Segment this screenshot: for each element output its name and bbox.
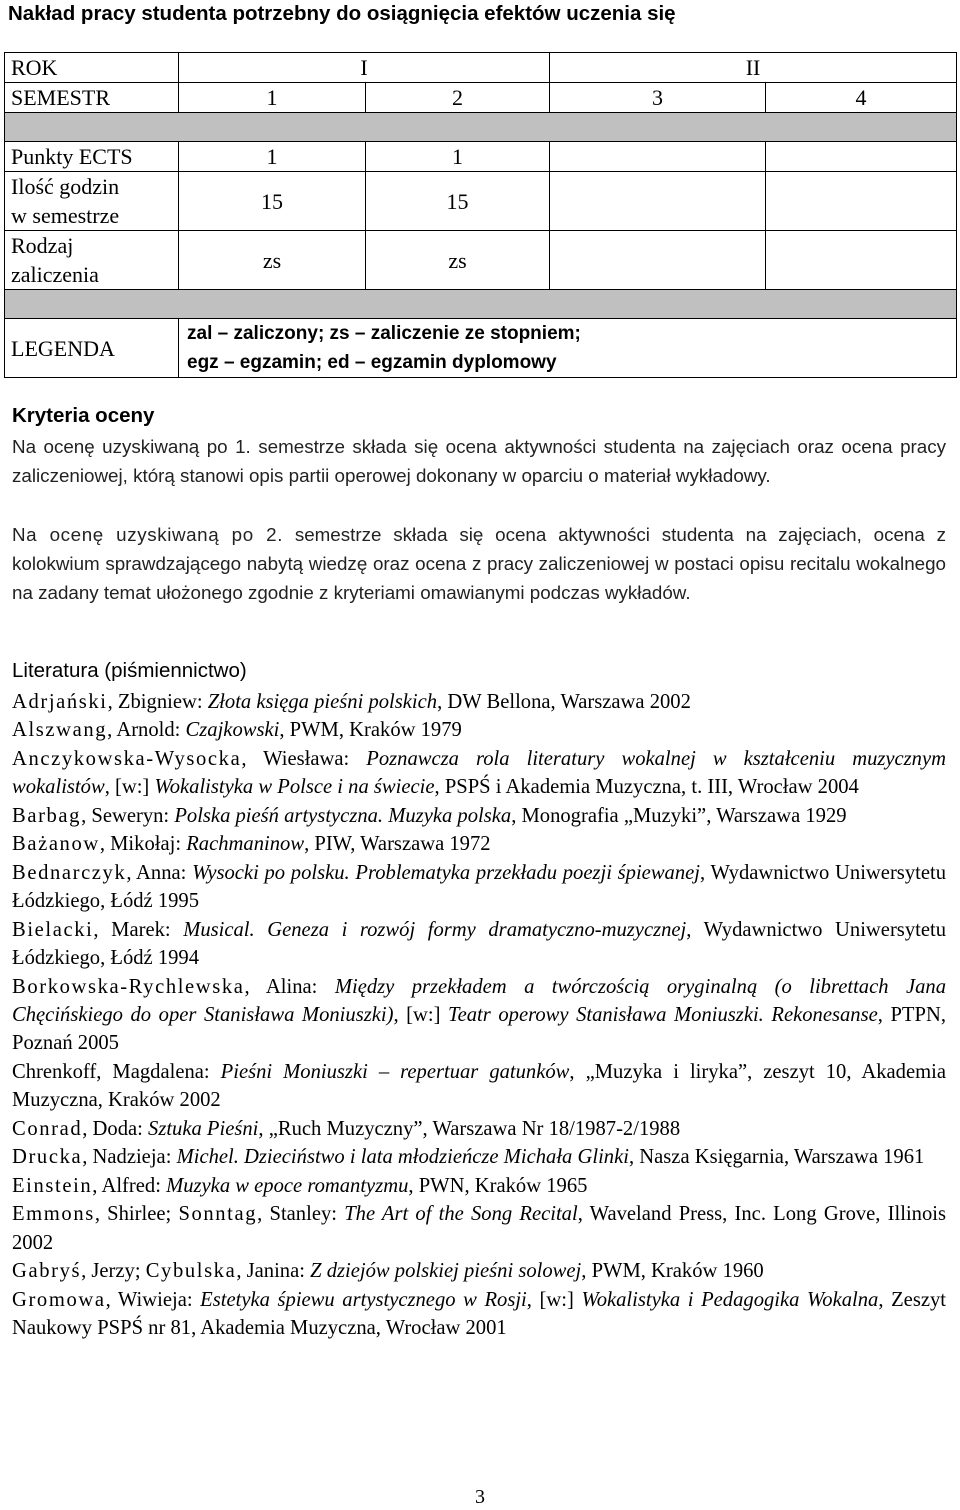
entry-text: , Shirlee;: [94, 1203, 179, 1226]
rok-label: ROK: [5, 53, 179, 83]
legend-label: LEGENDA: [5, 319, 179, 378]
page-heading: Nakład pracy studenta potrzebny do osiągnięcia efektów uczenia się: [8, 2, 676, 25]
semestr-label: SEMESTR: [5, 83, 179, 113]
hours-label: Ilość godzin w semestrze: [5, 172, 179, 231]
hours-2: 15: [366, 172, 550, 231]
type-label: Rodzaj zaliczenia: [5, 231, 179, 290]
row-hours: [5, 172, 957, 231]
bibliography-entry: [12, 1115, 946, 1143]
author-name: Gromowa: [12, 1288, 106, 1311]
bibliography-entry: [12, 1286, 946, 1343]
entry-text: , Doda:: [82, 1117, 149, 1140]
legend-text: zal – zaliczony; zs – zaliczenie ze stopniem; egz – egzamin; ed – egzamin dyplomowy: [179, 319, 957, 378]
work-title: Estetyka śpiewu artystycznego w Rosji: [200, 1288, 527, 1311]
work-title: Wokalistyka i Pedagogika Wokalna: [581, 1288, 879, 1311]
workload-table: [4, 52, 957, 378]
entry-text: , Alina:: [244, 975, 335, 998]
entry-text: , Mikołaj:: [99, 833, 187, 856]
work-title: Wokalistyka w Polsce i na świecie: [154, 776, 435, 799]
author-name: Einstein: [12, 1174, 93, 1197]
work-title: Michel. Dzieciństwo i lata młodzieńcze Michała Glinki: [176, 1146, 629, 1169]
work-title: Muzyka w epoce romantyzmu: [166, 1174, 409, 1197]
work-title: Musical. Geneza i rozwój formy dramatyczno-muzycznej: [183, 918, 687, 941]
bibliography-entry: [12, 1058, 946, 1115]
work-title: Sztuka Pieśni: [148, 1117, 259, 1140]
author-name: Bażanow: [12, 833, 100, 856]
type-1: zs: [179, 231, 366, 290]
bibliography-entry: [12, 916, 946, 973]
entry-text: , Anna:: [126, 861, 193, 884]
semestr-2: 2: [366, 83, 550, 113]
bibliography-entry: [12, 830, 946, 858]
row-ects: [5, 142, 957, 172]
entry-text: , PTPN, Poznań 2005: [12, 1003, 946, 1055]
entry-text: , Zbigniew:: [107, 691, 208, 713]
entry-text: , Zeszyt Naukowy PSPŚ nr 81, Akademia Muzyczna, Wrocław 2001: [12, 1288, 946, 1339]
hours-1: 15: [179, 172, 366, 231]
row-type: [5, 231, 957, 290]
work-title: Teatr operowy Stanisława Moniuszki. Rekonesanse: [448, 1003, 878, 1026]
work-title: Wysocki po polsku. Problematyka przekładu poezji śpiewanej: [192, 861, 701, 884]
row-semestr: [5, 83, 957, 113]
ects-label: Punkty ECTS: [5, 142, 179, 172]
semestr-3: 3: [550, 83, 766, 113]
bibliography-entry: [12, 1257, 946, 1285]
entry-text: , Nasza Księgarnia, Warszawa 1961: [628, 1146, 925, 1169]
entry-text: , PWN, Kraków 1965: [408, 1174, 588, 1197]
entry-text: , PWM, Kraków 1979: [279, 719, 462, 742]
bibliography-entry: [12, 1143, 946, 1171]
work-title: Między przekładem a twórczością oryginalną (o librettach Jana Chęcińskiego do oper Stanisława Moniuszki): [12, 975, 946, 1026]
entry-text: , Waveland Press, Inc. Long Grove, Illinois 2002: [12, 1203, 946, 1254]
author-name: Bielacki: [12, 918, 94, 941]
bibliography-entry: [12, 745, 946, 802]
author-name: Adrjański: [12, 691, 108, 713]
entry-text: , Marek:: [93, 918, 184, 941]
entry-text: Chrenkoff, Magdalena:: [12, 1060, 221, 1083]
bibliography-entry: [12, 802, 946, 830]
type-2: zs: [366, 231, 550, 290]
entry-text: , Wydawnictwo Uniwersytetu Łódzkiego, Łódź 1994: [12, 918, 946, 970]
entry-text: , „Ruch Muzyczny”, Warszawa Nr 18/1987-2/1988: [258, 1117, 681, 1140]
literature-title: Literatura (piśmiennictwo): [12, 659, 247, 682]
entry-text: , Alfred:: [92, 1174, 167, 1197]
criteria-paragraph-1: Na ocenę uzyskiwaną po 1. semestrze składa się ocena aktywności studenta na zajęciach oraz ocena pracy zaliczeniowej, którą stanowi opis partii operowej dokonany w oparciu o materiał wykładowy.: [12, 436, 946, 487]
work-title: Pieśni Moniuszki – repertuar gatunków: [220, 1060, 570, 1083]
bibliography-list: [12, 688, 946, 1342]
type-4: [766, 231, 957, 290]
author-name: Gabryś: [12, 1260, 82, 1283]
author-name: Cybulska: [145, 1260, 237, 1283]
ects-3: [550, 142, 766, 172]
hours-3: [550, 172, 766, 231]
entry-text: , Stanley:: [257, 1203, 345, 1226]
separator-row: [5, 290, 957, 319]
semestr-1: 1: [179, 83, 366, 113]
bibliography-entry: [12, 859, 946, 916]
row-rok: [5, 53, 957, 83]
author-name: Sonntag: [178, 1203, 258, 1226]
work-title: The Art of the Song Recital: [344, 1203, 578, 1226]
criteria-title: Kryteria oceny: [12, 404, 155, 427]
author-name: Barbag: [12, 804, 82, 827]
entry-text: , Monografia „Muzyki”, Warszawa 1929: [511, 804, 847, 827]
bibliography-entry: [12, 716, 946, 744]
bibliography-entry: [12, 688, 946, 716]
page-number: 3: [475, 1486, 485, 1508]
entry-text: , Seweryn:: [81, 804, 175, 827]
work-title: Czajkowski: [185, 719, 280, 742]
ects-4: [766, 142, 957, 172]
entry-text: , „Muzyka i liryka”, zeszyt 10, Akademia Muzyczna, Kraków 2002: [12, 1060, 946, 1112]
ects-2: 1: [366, 142, 550, 172]
entry-text: , PSPŚ i Akademia Muzyczna, t. III, Wrocław 2004: [434, 776, 859, 799]
rok-1: I: [179, 53, 550, 83]
author-name: Borkowska-Rychlewska: [12, 975, 245, 998]
work-title: Poznawcza rola literatury wokalnej w kształceniu muzycznym wokalistów: [12, 747, 946, 799]
entry-text: , Wydawnictwo Uniwersytetu Łódzkiego, Łódź 1995: [12, 861, 946, 913]
separator-row: [5, 113, 957, 142]
entry-text: , [w:]: [526, 1288, 582, 1311]
criteria-paragraph-2: Na ocenę uzyskiwaną po 2. semestrze składa się ocena aktywności studenta na zajęciach, ocena z kolokwium sprawdzającego nabytą wiedzę oraz ocena z pracy zaliczeniowej w postaci opisu recitalu wokalnego na zadany temat ułożonego zgodnie z kryteriami omawianymi podczas wykładów.: [12, 524, 946, 604]
entry-text: , Wiesława:: [241, 747, 367, 770]
bibliography-entry: [12, 1172, 946, 1200]
author-name: Drucka: [12, 1146, 83, 1169]
work-title: Z dziejów polskiej pieśni solowej: [310, 1260, 582, 1283]
author-name: Bednarczyk: [12, 861, 127, 884]
ects-1: 1: [179, 142, 366, 172]
type-3: [550, 231, 766, 290]
work-title: Rachmaninow: [186, 833, 305, 856]
author-name: Emmons: [12, 1203, 95, 1226]
author-name: Anczykowska-Wysocka: [12, 747, 242, 770]
bibliography-entry: [12, 973, 946, 1058]
rok-2: II: [550, 53, 957, 83]
author-name: Conrad: [12, 1117, 83, 1140]
work-title: Polska pieśń artystyczna. Muzyka polska: [174, 804, 512, 827]
entry-text: , Jerzy;: [81, 1260, 146, 1283]
entry-text: , PWM, Kraków 1960: [581, 1260, 764, 1283]
hours-4: [766, 172, 957, 231]
entry-text: , [w:]: [393, 1003, 449, 1026]
entry-text: , Arnold:: [107, 719, 186, 742]
bibliography-entry: [12, 1200, 946, 1257]
row-legend: [5, 319, 957, 378]
entry-text: , Wiwieja:: [105, 1288, 201, 1311]
entry-text: , DW Bellona, Warszawa 2002: [437, 691, 691, 713]
entry-text: , Janina:: [236, 1260, 311, 1283]
author-name: Alszwang: [12, 719, 108, 742]
work-title: Złota księga pieśni polskich: [207, 691, 438, 713]
entry-text: , [w:]: [104, 776, 155, 799]
entry-text: , PIW, Warszawa 1972: [304, 833, 491, 856]
entry-text: , Nadzieja:: [82, 1146, 177, 1169]
semestr-4: 4: [766, 83, 957, 113]
